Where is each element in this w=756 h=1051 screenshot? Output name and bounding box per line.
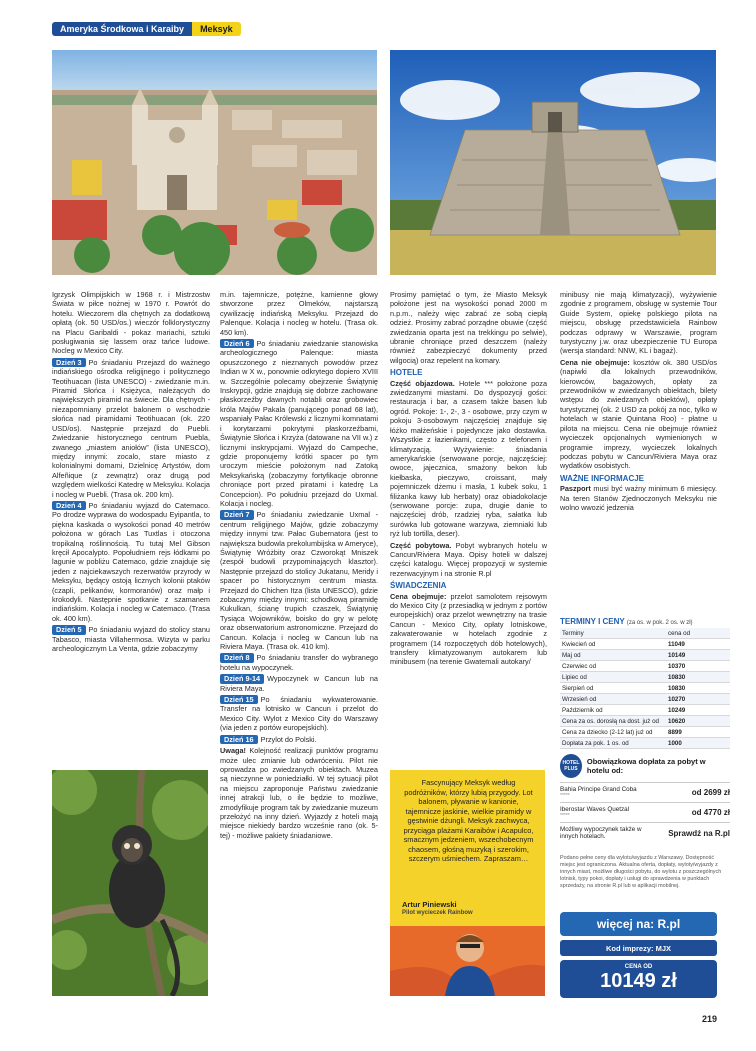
text-column-1 xyxy=(52,290,210,655)
stay-part-label: Część pobytowa. xyxy=(390,540,452,550)
hotel-row[interactable] xyxy=(560,822,730,843)
table-header xyxy=(560,628,730,639)
passport-text: musi być ważny minimum 6 miesięcy. Na teren Stanów Zjednoczonych Meksyku nie wolno wwozić jedzenia xyxy=(560,484,717,512)
text-column-4 xyxy=(560,290,717,514)
day-badge: Dzień 6 xyxy=(220,339,254,348)
col2-text: Po śniadaniu zwiedzanie Uxmal - centrum religijnego Majów, gdzie zobaczymy między innymi tzw. Pałac Gubernatora (jest to największa budowla prekolumbijska w Ameryce), Świątynię Wróżbity oraz Czworokąt Mniszek (zespół budowli przypominających klasztor). Następnie przejazd do stolicy Jukatanu, Meridy i spacer po historycznym centrum miasta. Przejazd do Chichen Itza (lista UNESCO), gdzie zobaczymy między innymi: schodkową piramidę Kukulkan, ścianę trupich czaszek, Świątynię Tysiąca Wojowników, boisko do gry w pelotę oraz obserwatorium astronomiczne. Przejazd do Cancun. Kolacja i nocleg w Cancun lub na Riviera Maya. (Trasa ok. 410 km). xyxy=(220,510,378,652)
col2-text: m.in. tajemnicze, potężne, kamienne głowy stworzone przez Olmeków, najstarszą cywilizację indiańską Meksyku. Przejazd do Palenque. Kolacja i nocleg w hotelu. (Trasa ok. 450 km). xyxy=(220,290,378,337)
table-row: Kwiecień od 11049 xyxy=(560,639,730,650)
prices-table xyxy=(560,628,730,749)
quote-role: Pilot wycieczek Rainbow xyxy=(402,910,473,916)
includes-label: Cena obejmuje: xyxy=(390,591,447,601)
col1-text: Po śniadaniu wyjazd do stolicy stanu Tabasco, miasta Villahermosa. Wizyta w parku archeologicznym La Venta, gdzie zobaczymy xyxy=(52,625,210,654)
hotel-plus-logo: HOTEL PLUS xyxy=(560,754,582,778)
more-info-button[interactable]: więcej na: R.pl xyxy=(560,912,717,936)
breadcrumb xyxy=(52,22,241,36)
table-row: Cena za dziecko (2-12 lat) już od 8899 xyxy=(560,727,730,738)
col2-text: Przylot do Polski. xyxy=(260,734,317,744)
prices-subtitle: (za os. w pok. 2 os. w zł) xyxy=(626,620,693,626)
hotel-price: od 4770 zł xyxy=(691,808,730,817)
excludes-label: Cena nie obejmuje: xyxy=(560,357,630,367)
includes-text-cont: minibusy nie mają klimatyzacji), wyżywienie zgodnie z programem, obsługę w systemie Tour Guide System, opiekę polskiego pilota na miejscu, obsługę przedstawiciela Rainbow podczas odprawy w Warszawie, program turystyczny j.w. oraz ubezpieczenie TU Europa (wersja standard: NNW, KL i bagaż). xyxy=(560,290,717,356)
important-info-heading: WAŻNE INFORMACJE xyxy=(560,473,644,483)
photo-colonial-town xyxy=(52,50,377,275)
col-terms: Terminy xyxy=(560,628,666,639)
col1-text: Po śniadaniu wyjazd do Catemaco. Po drodze wyprawa do wodospadu Eyipantla, to piękna kaskada o wysokości ponad 40 metrów położona w górach Las Tuxtlas i otoczona tropikalną roślinnością. Tu tutaj Mel Gibson kręcił Apocalypto. Popołudniem rejs łódkami po lagunie w pobliżu Catemaco, gdzie znajduje się jeden z najciekawszych rezerwatów przyrody w Meksyku, będący ostoją licznych kolonii ptaków (czapli, pelikanów, kormoranów) oraz małp i krokodyli. Następnie spotkanie z szamanem indiańskim. Kolacja i nocleg w Catemaco. (Trasa ok. 400 km). xyxy=(52,500,210,623)
col2-text: Po śniadaniu zwiedzanie stanowiska archeologicznego Palenque: miasta opuszczonego z nieznanych powodów przez Indian w X w., ponownie odkrytego dopiero XVIII w. Szczególnie polecamy obejrzenie Świątynię Inskrypcji, gdzie znajdują się dobrze zachowane płaskorzeźby dawnych notabli oraz grobowiec króla Majów Pakala (panującego ponad 68 lat), wspaniały Pałac Królewski z licznymi komnatami i korytarzami pokrytymi płaskorzeźbami, Świątynie Słońca i Krzyża (datowane na VII w.) z licznymi inskrypcjami. Wyjazd do Campeche, gdzie proponujemy krótki spacer po tym uroczym mieście położonym nad Zatoką Meksykańską (zobaczymy fortyfikacje obronne chroniące port przed piratami i katedrę La Concepcion). Po południu przejazd do Uxmal. Kolacja i nocleg. xyxy=(220,339,378,508)
table-row: Wrzesień od 10270 xyxy=(560,694,730,705)
day-badge: Dzień 8 xyxy=(220,653,254,662)
col1-text: Igrzysk Olimpijskich w 1968 r. i Mistrzostw Świata w piłce nożnej w 1970 r. Powrót do hotelu. Wieczorem dla chętnych za dodatkową opłatą (ok. 50 USD/os.) wieczór folklorystyczny na Placu Garibaldi - pokaz mariachi, sztuki posługiwania się lassem oraz tańce ludowe. Nocleg w Mexico City. xyxy=(52,290,210,356)
hotel-name: Iberostar Waves Quetzal xyxy=(560,806,630,813)
text-column-2 xyxy=(220,290,378,842)
includes-text: przelot samolotem rejsowym do Mexico City (z przesiadką w jednym z portów europejskich) oraz przelot wewnętrzny na trasie Cancun - Mexico City, opłaty lotniskowe, zakwaterowanie w hotelach zgodnie z programem (14 rozpoczętych dób hotelowych), transfery klimatyzowanym autokarem lub minibusem (na terenie Gwatemali autokary/ xyxy=(390,591,547,667)
hotel-row[interactable] xyxy=(560,782,730,802)
tour-code: Kod imprezy: MJX xyxy=(560,940,717,956)
photo-monkey xyxy=(52,770,208,996)
col3-intro: Prosimy pamiętać o tym, że Miasto Meksyk położone jest na wysokości ponad 2000 m n.p.m., należy więc zabrać ze sobą ciepłą odzież. Prosimy zabrać porządne obuwie (część zwiedzania oparta jest na trekkingu po selwie), ubranie chroniące przed deszczem (należy również zabezpieczyć dokumenty przed wilgocią) oraz repelent na komary. xyxy=(390,290,547,365)
col1-text: Po śniadaniu Przejazd do ważnego indiańskiego ośrodka religijnego i politycznego Teotihuacan (lista UNESCO) - zwiedzanie m.in. Piramid Słońca i Księżyca, należących do największych piramid na świecie. Dla chętnych - niezapomniany przelot balonem o wschodzie słońca nad piramidami Teotihuacan (ok. 220 USD/os). Następnie przejazd do Puebli. Zwiedzanie historycznego centrum Puebla, zwanego „miastem aniołów” (lista UNESCO), między innymi: zocalo, stare miasto z kolonialnymi domami, Dzielnicę Artystów, dom Alfeñique (z zewnątrz) oraz drugą pod względem wielkości Katedrę w Meksyku. Kolacja i nocleg w Puebli. (Trasa ok. 200 km). xyxy=(52,357,210,499)
hotel-price: od 2699 zł xyxy=(691,788,730,797)
table-row: Październik od 10249 xyxy=(560,705,730,716)
prices-table-block xyxy=(560,617,730,749)
prices-title: TERMINY I CENY (za os. w pok. 2 os. w zł) xyxy=(560,617,693,626)
price-value: 10149 zł xyxy=(600,970,677,992)
col2-para-2 xyxy=(220,510,378,651)
table-row: Dopłata za pok. 1 os. od 1000 xyxy=(560,738,730,749)
col1-para-0 xyxy=(52,290,210,356)
breadcrumb-region[interactable]: Ameryka Środkowa i Karaiby xyxy=(52,22,192,36)
col1-para-1 xyxy=(52,358,210,499)
col-price: cena od xyxy=(666,628,730,639)
photo-pyramid xyxy=(390,50,716,275)
col2-para-5 xyxy=(220,695,378,733)
day-badge: Dzień 5 xyxy=(52,625,86,634)
stay-part-text: Pobyt wybranych hotelu w Cancun/Riviera Maya. Opisy hoteli w dalszej części katalogu. Więcej propozycji w systemie rezerwacyjnym i na stronie R.pl xyxy=(390,540,548,578)
hotel-price: Sprawdź na R.pl xyxy=(668,828,730,838)
day-badge: Dzień 7 xyxy=(220,510,254,519)
table-row: Maj od 10149 xyxy=(560,650,730,661)
quote-text: Fascynujący Meksyk według podróżników, którzy lubią przygody. Lot balonem, pływanie w kanionie, tajemnicze jaskinie, wielkie piramidy w gęstwinie dżungli. Meksyk zachwyca, przyciąga plażami Karaibów i Acapulco, smacznym jedzeniem, wszechobecnym chaosem, głośną muzyką i szerokim, szczerym uśmiechem. Zapraszam… xyxy=(403,778,534,863)
tour-part-label: Część objazdowa. xyxy=(390,378,455,388)
hotel-name: Bahia Principe Grand Coba xyxy=(560,786,637,793)
quote-author: Artur Piniewski xyxy=(402,900,457,909)
hotel-stars: ***** xyxy=(560,793,570,799)
day-badge: Dzień 9-14 xyxy=(220,674,264,683)
day-badge: Dzień 16 xyxy=(220,735,258,744)
guide-photo xyxy=(390,926,545,996)
quote-box xyxy=(390,770,545,996)
hotels-heading: HOTELE xyxy=(390,368,423,378)
services-heading: ŚWIADCZENIA xyxy=(390,581,447,591)
col2-text: Po śniadaniu transfer do wybranego hotelu na wypoczynek. xyxy=(220,653,378,672)
col2-para-4 xyxy=(220,674,378,693)
table-row: Czerwiec od 10370 xyxy=(560,661,730,672)
page-number: 219 xyxy=(702,1014,718,1024)
col2-para-3 xyxy=(220,653,378,672)
col2-para-1 xyxy=(220,339,378,508)
col2-text: Kolejność realizacji punktów programu może ulec zmianie lub odwróceniu. Pilot nie oprowadza po zwiedzanych obiektach. Muzea są nieczynne w poniedziałki. W tej sytuacji pilot na miejscu zaproponuje Państwu zwiedzanie innej atrakcji lub, o ile będzie to możliwe, zmodyfikuje program tak by zwiedzanie muzeum przełożyć na inny dzień. Wyjazdy z hoteli mają miejsce niekiedy bardzo wcześnie rano (ok. 5-tej) - możliwe pakiety śniadaniowe. xyxy=(220,746,378,840)
table-row: Sierpień od 10830 xyxy=(560,683,730,694)
col2-para-0 xyxy=(220,290,378,337)
text-column-3 xyxy=(390,290,547,669)
hotel-supplement xyxy=(560,754,730,843)
price-footnote: Podano pełne ceny dla wylotu/wyjazdu z Warszawy. Dostępność miejsc jest ograniczona. Aktualna oferta, dopłaty, wyloty/wyjazdy z innych miast, możliwe długości pobytu, do wylotu z poszczególnych lotnisk, typy pokoi, dopłaty i usługi do sprawdzenia w punktach sprzedaży, na stronie R.pl lub w aplikacji mobilnej. xyxy=(560,855,722,889)
price-box xyxy=(560,960,717,998)
table-row: Lipiec od 10830 xyxy=(560,672,730,683)
hotel-stars: ***** xyxy=(560,813,570,819)
hotel-name: Możliwy wypoczynek także w innych hotelach. xyxy=(560,826,642,840)
col2-para-7 xyxy=(220,746,378,840)
col1-para-2 xyxy=(52,501,210,623)
col2-para-6 xyxy=(220,735,378,744)
table-row: Cena za os. dorosłą na dost. już od 10620 xyxy=(560,716,730,727)
col2-text: Wypoczynek w Cancun lub na Riviera Maya. xyxy=(220,674,378,693)
tour-part-text: Hotele *** położone poza zwiedzanymi miastami. Do dyspozycji gości: restauracja i bar, a czasem także basen lub ogród. Pokoje: 1-, 2-, 3 - osobowe, przy czym w pokoju 3-osobowym najczęściej znajduje się łóżko małżeńskie i pojedyncze jako dostawka. Wszystkie z łazienkami, często z telefonem i klimatyzacją. Wyżywienie: śniadania amerykańskie (serwowane porcje, najczęściej: owoce, jajecznica, smażony bekon lub kiełbaska, pieczywo, croissant, mały pojemniczek dżemu i masła, 1 kubek soku, 1 filiżanka kawy lub herbaty) oraz obiadokolacje (serwowane porcje: zupa, drugie danie to najczęściej drób, rzadziej ryba, sałatka lub surówka lub gotowane warzywa, ziemniaki lub ryż lub tortilla, deser). xyxy=(390,378,547,539)
day-badge: Dzień 3 xyxy=(52,358,86,367)
col1-para-3 xyxy=(52,625,210,653)
hotel-row[interactable] xyxy=(560,802,730,822)
hotel-supplement-title: Obowiązkowa dopłata za pobyt w hotelu od: xyxy=(586,757,706,775)
excludes-text: kosztów ok. 380 USD/os (napiwki dla lokalnych przewodników, kierowców, bagażowych, opłaty za przewodników w zwiedzanych obiektach, bilety wstępu do zwiedzanych obiektów), opłaty turystycznej (ok. 2 USD za pokój za noc, tylko w hotelach w stanie Quintana Roo) - płatne u pilota na miejscu. Cena nie obejmuje również wycieczek opcjonalnych wymienionych w programie imprezy, wycieczek lokalnych podczas pobytu w Cancun/Riviera Maya oraz wydatków osobistych. xyxy=(560,357,717,471)
price-label: CENA OD xyxy=(624,964,653,970)
day-badge: Dzień 15 xyxy=(220,695,258,704)
col2-text: Po śniadaniu wykwaterowanie. Transfer na lotnisko w Cancun i przelot do Mexico City. Wylot z Mexico City do Warszawy (via jeden z portów europejskich). xyxy=(220,695,378,733)
day-badge: Dzień 4 xyxy=(52,501,86,510)
passport-label: Paszport xyxy=(560,484,591,494)
breadcrumb-country[interactable]: Meksyk xyxy=(192,22,241,36)
warning-label: Uwaga! xyxy=(220,746,246,756)
